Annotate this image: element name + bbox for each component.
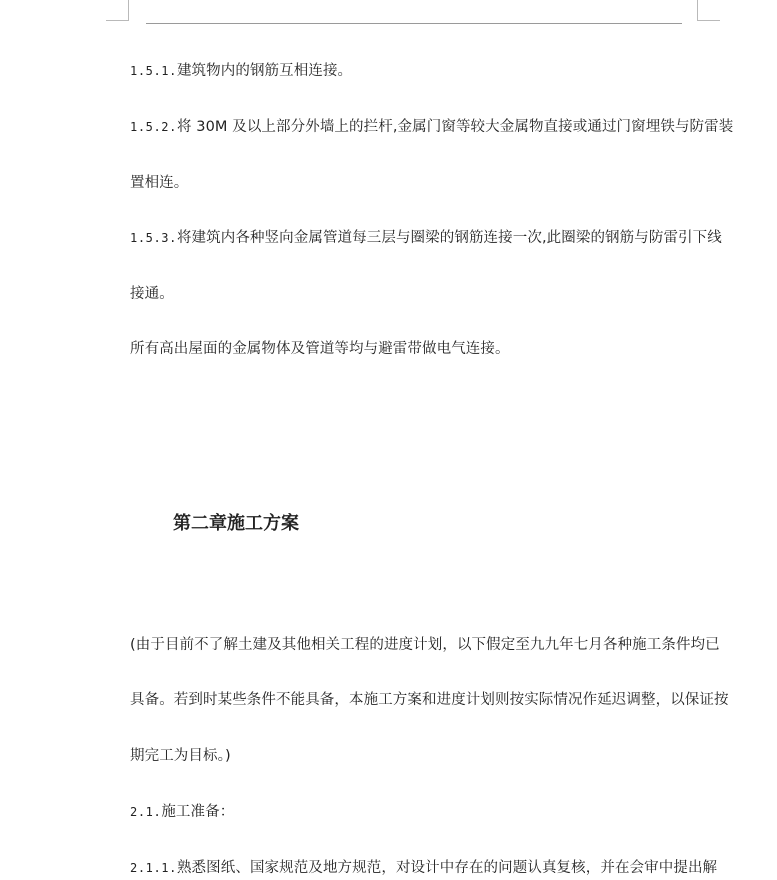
paragraph-text: 具备。若到时某些条件不能具备，本施工方案和进度计划则按实际情况作延迟调整，以保证按 [130, 692, 729, 708]
paragraph-text: 熟悉图纸、国家规范及地方规范，对设计中存在的问题认真复核，并在会审中提出解 [176, 860, 718, 876]
chapter-heading: 第二章施工方案 [173, 513, 299, 534]
paragraph-number: 1.5.3. [130, 231, 177, 245]
paragraph-note-line-3 [130, 746, 700, 766]
paragraph-1-5-1 [130, 61, 700, 81]
paragraph-text: 置相连。 [130, 175, 189, 191]
paragraph-1-5-3 [130, 228, 722, 248]
paragraph-number: 1.5.1. [130, 64, 177, 78]
paragraph-1-5-3-continued [130, 284, 700, 304]
paragraph-1-5-2 [130, 117, 734, 137]
paragraph-roof-metal [130, 339, 700, 359]
paragraph-text: 接通。 [130, 286, 174, 302]
paragraph-1-5-2-continued [130, 173, 700, 193]
paragraph-text: 建筑物内的钢筋互相连接。 [176, 63, 353, 79]
paragraph-note-line-2 [130, 690, 729, 710]
header-rule [146, 23, 682, 24]
paragraph-text: 将建筑内各种竖向金属管道每三层与圈梁的钢筋连接一次,此圈梁的钢筋与防雷引下线 [176, 230, 722, 246]
page-corner-mark-right [697, 0, 720, 21]
paragraph-number: 2.1.1. [130, 861, 177, 875]
paragraph-text: 期完工为目标。) [130, 748, 231, 764]
page-corner-mark-left [106, 0, 129, 21]
paragraph-text: (由于目前不了解土建及其他相关工程的进度计划，以下假定至九九年七月各种施工条件均已 [130, 637, 720, 653]
paragraph-2-1 [130, 802, 700, 822]
paragraph-text: 所有高出屋面的金属物体及管道等均与避雷带做电气连接。 [130, 341, 510, 357]
paragraph-number: 1.5.2. [130, 120, 177, 134]
paragraph-text: 施工准备： [161, 804, 235, 820]
paragraph-2-1-1 [130, 858, 718, 878]
paragraph-text: 将 30M 及以上部分外墙上的拦杆,金属门窗等较大金属物直接或通过门窗埋铁与防雷装 [176, 119, 734, 135]
paragraph-note-line-1 [130, 635, 720, 655]
paragraph-number: 2.1. [130, 805, 162, 819]
